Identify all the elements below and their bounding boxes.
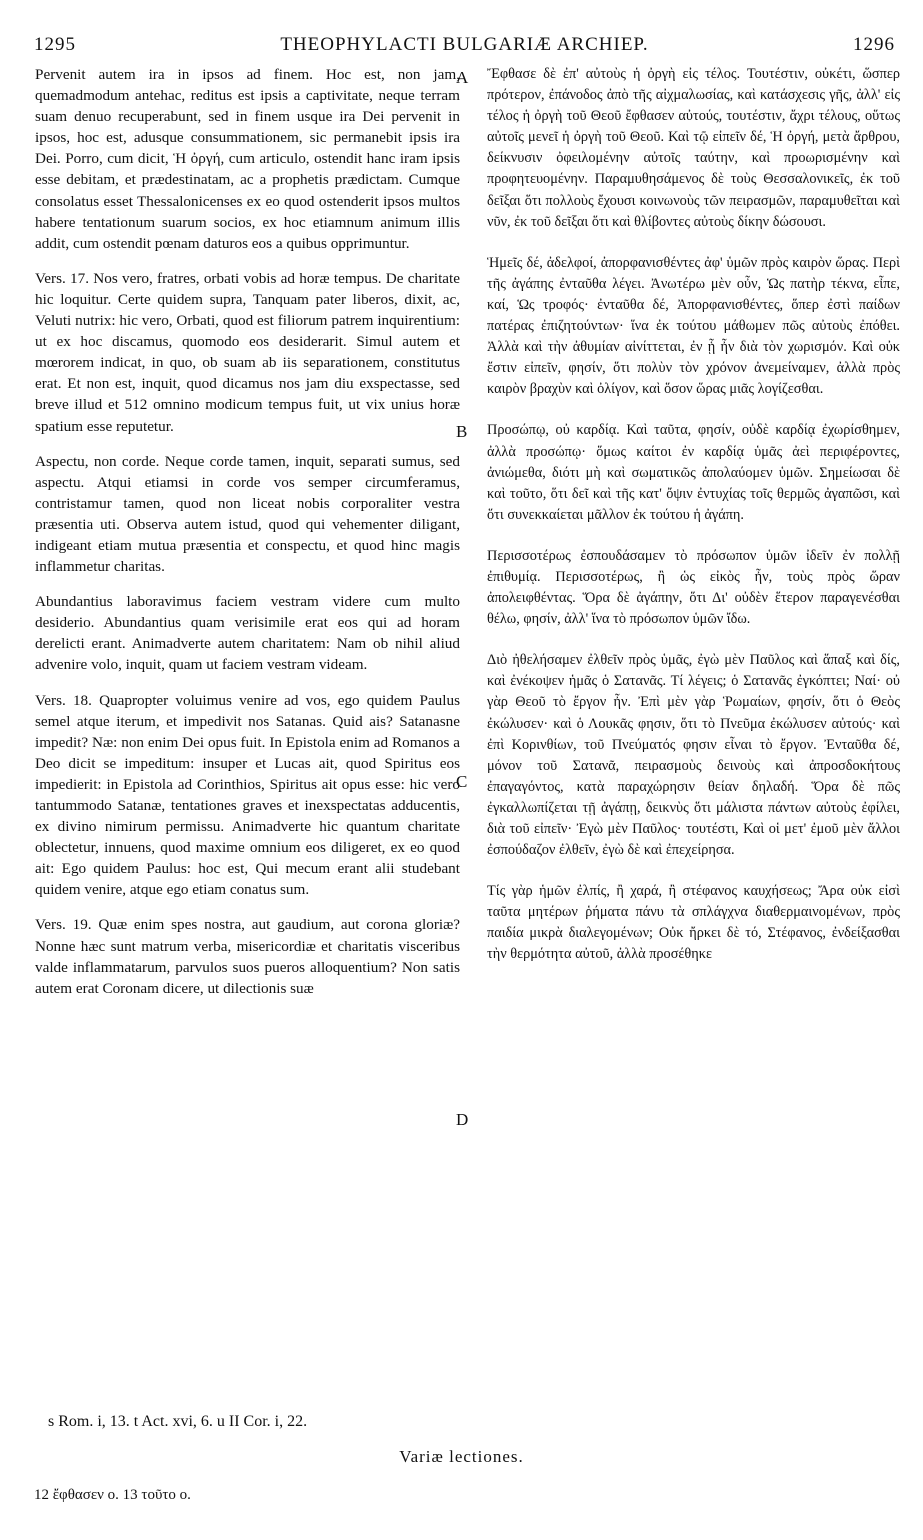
- latin-paragraph: Vers. 17. Nos vero, fratres, orbati vobis ad horæ tempus. De charitate hic loquitur. Certe quidem supra, Tanquam pater liberos, dixit, ac, Veluti nutrix: hic vero, Orbati, quod est filiorum patrem inquirentium: ut ex hoc discamus, quomodo eos desiderarit. Simul autem et mœrorem indicat, in quo, ob suam ab iis separationem, constitutus erat. Et non est, inquit, quod dicamus nos jam diu exspectasse, sed breve illud et 512 omnino modicum tempus fuit, ut vix unius horæ spatium esse reputetur.: [35, 269, 460, 435]
- latin-paragraph: Vers. 18. Quapropter voluimus venire ad vos, ego quidem Paulus semel atque iterum, et impedivit nos Satanas. Quid ais? Satanasne impedit? Næ: non enim Dei opus fuit. In Epistola enim ad Romanos a Deo dicit se impeditum: insuper et Lucas ait, quod Spiritus eos impedierit: in Epistola ad Corinthios, Spiritus ait opus esse: hic vero tantummodo Satanæ, tentationes graves et inexspectatas adducentis, ex divino nimirum permissu. Animadverte hic quantum charitate oblectetur, innuens, quod maxime omnium eos diligeret, ex eo quod ait: Ego quidem Paulus: hoc est, Qui mecum erant alii studebant quidem venire, atque ego etiam conatus sum.: [35, 691, 460, 899]
- latin-paragraph: Vers. 19. Quæ enim spes nostra, aut gaudium, aut corona gloriæ? Nonne hæc sunt matrum verba, misericordiæ et charitatis visceribus valde inflammatarum, parvulos suos pueros alloquentium? Non satis autem erat Coronam dicere, ut dilectionis suæ: [35, 916, 460, 997]
- variae-lectiones-notes: 12 ἔφθασεν ο. 13 τοῦτο ο.: [34, 1487, 191, 1503]
- margin-markers: [450, 0, 480, 1540]
- latin-paragraph: Pervenit autem ira in ipsos ad finem. Hoc est, non jam, quemadmodum antehac, reditus est ipsis a captivitate, neque terram suam denuo recuperabunt, sed in finem usque ira Dei pervenit in ipsos, hoc est, adusque consummationem, sic permanebit ipsis ira Dei. Porro, cum dicit, Ἡ ὀργή, cum articulo, ostendit hanc iram ipsis esse debitam, et prædestinatam, ac a prophetis prædictam. Cumque consolatus esset Thessalonicenses ex eo quod ostenderit ipsos multos habere tentationum suarum socios, ex hoc etiamnum animum illis addit, cum ostendit pœnam daturos eos a quibus opprimuntur.: [35, 66, 460, 252]
- greek-paragraph: Τίς γὰρ ἡμῶν ἐλπίς, ἢ χαρά, ἢ στέφανος καυχήσεως; Ἄρα οὐκ εἰσὶ ταῦτα μητέρων ῥήματα πάνυ τὰ σπλάγχνα διαθερμαινομένων, πρὸς παιδία μικρὰ διαλεγομένων; Οὐκ ἤρκει δὲ τό, Στέφανος, ἐνδείξασθαι τὴν θερμότητα αὐτοῦ, ἀλλὰ προσέθηκε: [487, 883, 900, 963]
- greek-paragraph: Ἡμεῖς δέ, ἀδελφοί, ἀπορφανισθέντες ἀφ' ὑμῶν πρὸς καιρὸν ὥρας. Περὶ τῆς ἀγάπης ἐνταῦθα λέγει. Ἀνωτέρω μὲν οὖν, Ὡς πατὴρ τέκνα, εἶπε, καί, Ὡς τροφός· ἐνταῦθα δέ, Ἀπορφανισθέντες, ὅπερ ἐστὶ παίδων πατέρας ἐπιζητούντων· ἵνα ἐκ τούτου μάθωμεν πῶς αὐτοὺς ἐπόθει. Ἀλλὰ καὶ τὴν ἀθυμίαν αἰνίττεται, ἐν ᾗ ἦν διὰ τὸν χωρισμόν. Καὶ οὐκ ἔστιν εἰπεῖν, φησίν, ὅτι πολὺν τὸν χρόνον ἀνεμείναμεν, ἀλλὰ πρὸς καιρὸν βραχὺν καὶ ὀλίγον, καὶ ὅσον ὥρας μιᾶς λογίζεσθαι.: [487, 254, 900, 398]
- latin-paragraph: Abundantius laboravimus faciem vestram videre cum multo desiderio. Abundantius quam verisimile erat eos qui ad horam derelicti erant. Animadverte autem charitatem: Nam ob nihil aliud advenire volo, inquit, quam ut faciem vestram videam.: [35, 593, 460, 674]
- greek-column: [487, 64, 900, 966]
- greek-paragraph: Προσώπῳ, οὐ καρδίᾳ. Καὶ ταῦτα, φησίν, οὐδὲ καρδίᾳ ἐχωρίσθημεν, ἀλλὰ προσώπῳ· ὅμως καίτοι ἐν καρδίᾳ ὑμᾶς ἀεὶ περιφέροντες, ἀνιώμεθα, διότι μὴ καὶ σωματικῶς ἀπολαύομεν ὑμῶν. Σημείωσαι δὲ καὶ τοῦτο, ὅτι δεῖ καὶ τῆς κατ' ὄψιν ἐντυχίας τοῖς θερμῶς ἀγαπῶσι, καὶ ὅτι συνεκκαίεται μᾶλλον ἐκ τούτου ἡ ἀγάπη.: [487, 422, 900, 523]
- variae-lectiones-heading: Variæ lectiones.: [399, 1447, 524, 1466]
- running-title: THEOPHYLACTI BULGARIÆ ARCHIEP.: [280, 34, 649, 55]
- page-number-left: 1295: [34, 34, 76, 55]
- greek-paragraph: Διὸ ἠθελήσαμεν ἐλθεῖν πρὸς ὑμᾶς, ἐγὼ μὲν Παῦλος καὶ ἅπαξ καὶ δίς, καὶ ἐνέκοψεν ἡμᾶς ὁ Σατανᾶς. Τί λέγεις; ὁ Σατανᾶς ἐγκόπτει; Ναί· οὐ γὰρ Θεοῦ τὸ ἔργον ἦν. Ἐπὶ μὲν γὰρ Ῥωμαίων, φησίν, ὅτι ὁ Θεὸς ἐκώλυσεν· καὶ ὁ Λουκᾶς φησιν, ὅτι τὸ Πνεῦμα ἐκώλυσεν αὐτούς· καὶ ἐπὶ Κορινθίων, τοῦ Πνεύματός φησιν εἶναι τὸ ἔργον. Ἐνταῦθα δέ, μόνον τοῦ Σατανᾶ, πειρασμοὺς δεινοὺς καὶ ἀπροσδοκήτους ἐπαγαγόντος, κατὰ παραχώρησιν θείαν δηλαδή. Ὅρα δὲ πῶς ἐγκαλλωπίζεται τῇ ἀγάπῃ, δεικνὺς ὅτι μάλιστα πάντων αὐτοὺς ἐφίλει, διὰ τοῦ εἰπεῖν· Ἐγὼ μὲν Παῦλος· τουτέστι, Καὶ οἱ μετ' ἐμοῦ μὲν ἄλλοι ἐσπούδαζον ἐλθεῖν, ἐγὼ δὲ καὶ ἐπεχείρησα.: [487, 652, 900, 859]
- latin-paragraph: Aspectu, non corde. Neque corde tamen, inquit, separati sumus, sed aspectu. Atqui etiamsi in corde vos semper circumferamus, contristamur tamen, quod non liceat nobis corporaliter vestra præsentia uti. Observa autem istud, quod qui vehementer diligant, indigeant etiam mutua præsentia et conspectu, et quod hinc magis inflammetur charitas.: [35, 452, 460, 576]
- latin-column: [35, 64, 460, 999]
- greek-paragraph: Ἔφθασε δὲ ἐπ' αὐτοὺς ἡ ὀργὴ εἰς τέλος. Τουτέστιν, οὐκέτι, ὥσπερ πρότερον, ἐπάνοδος ἀπὸ τῆς αἰχμαλωσίας, καὶ κατάσχεσις γῆς, ἀλλ' εἰς τέλος ἡ ὀργὴ τοῦ Θεοῦ ἔφθασεν αὐτούς, τουτέστιν, ἄχρι τέλους, οὕτως αὐτοῖς μενεῖ ἡ ὀργὴ τοῦ Θεοῦ. Καὶ τῷ εἰπεῖν δέ, Ἡ ὀργή, μετὰ ἄρθρου, δείκνυσιν ὀφειλομένην αὐτοῖς ταύτην, καὶ προωρισμένην καὶ προφητευομένην. Παραμυθησάμενος δὲ τοὺς Θεσσαλονικεῖς, ἐκ τοῦ δεῖξαι ὅτι πολλοὺς ἔχουσι κοινωνοὺς τῶν πειρασμῶν, παραμυθεῖται καὶ νῦν, ἐκ τοῦ δεῖξαι ὅτι καὶ θλίβοντες αὐτοὺς δίκην δώσουσι.: [487, 66, 900, 230]
- margin-marker-a: A: [456, 68, 469, 87]
- margin-marker-b: B: [456, 422, 468, 441]
- footnotes: s Rom. i, 13. t Act. xvi, 6. u II Cor. i, 22.: [48, 1413, 308, 1430]
- greek-paragraph: Περισσοτέρως ἐσπουδάσαμεν τὸ πρόσωπον ὑμῶν ἰδεῖν ἐν πολλῇ ἐπιθυμίᾳ. Περισσοτέρως, ἢ ὡς εἰκὸς ἦν, τοὺς πρὸς ὥραν ἀπολειφθέντας. Ὅρα δὲ ἀγάπην, ὅτι Δι' οὐδὲν ἕτερον παραγενέσθαι θέλω, φησίν, ἀλλ' ἵνα τὸ πρόσωπον ὑμῶν ἴδω.: [487, 547, 900, 628]
- margin-marker-d: D: [456, 1110, 469, 1129]
- page-number-right: 1296: [853, 34, 895, 55]
- margin-marker-c: C: [456, 772, 468, 791]
